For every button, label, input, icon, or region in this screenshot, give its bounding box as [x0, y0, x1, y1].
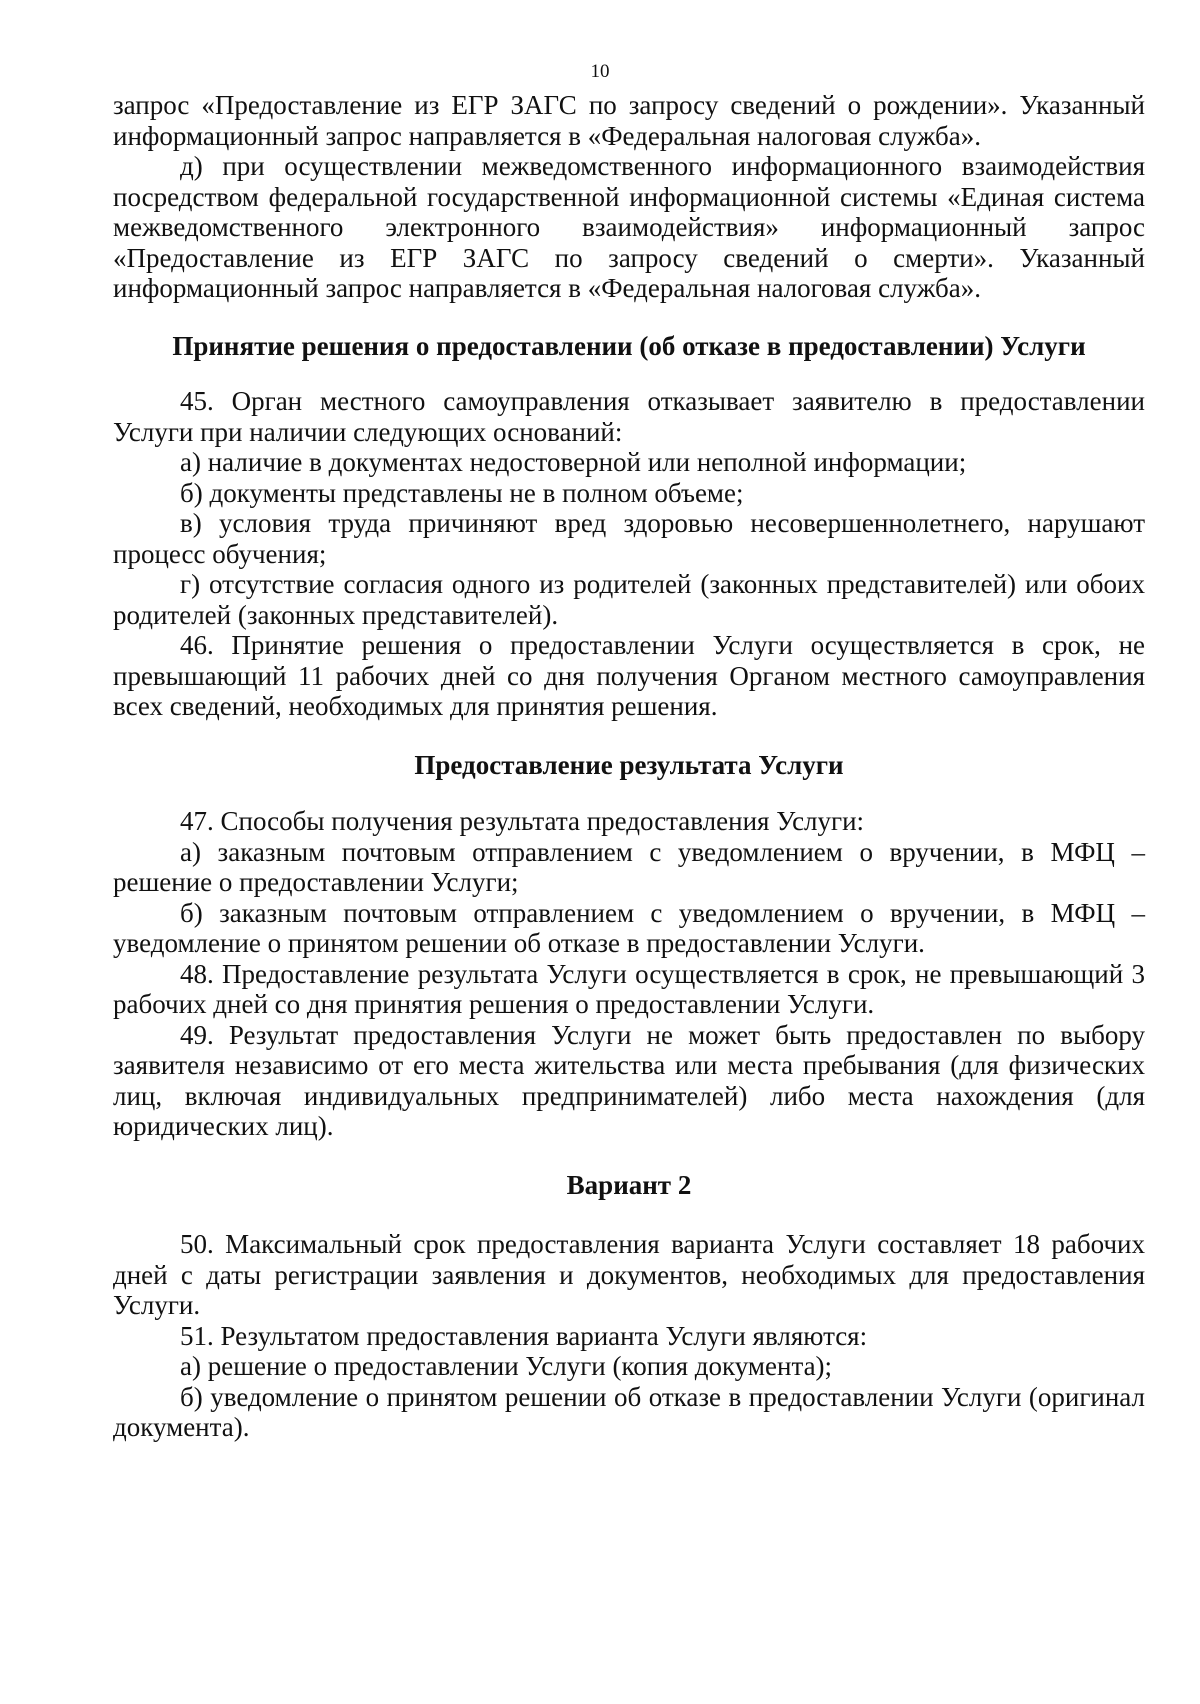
paragraph: 47. Способы получения результата предоставления Услуги: [180, 806, 865, 836]
paragraph: 50. Максимальный срок предоставления варианта Услуги составляет 18 рабочих дней с даты регистрации заявления и документов, необходимых для предоставления Услуги. [113, 1229, 1145, 1320]
list-item: а) заказным почтовым отправлением с уведомлением о вручении, в МФЦ – решение о предоставлении Услуги; [113, 836, 1145, 897]
paragraph: запрос «Предоставление из ЕГР ЗАГС по запросу сведений о рождении». Указанный информационный запрос направляется в «Федеральная налоговая служба». [113, 90, 1145, 151]
document-body [113, 90, 1145, 1443]
paragraph: 49. Результат предоставления Услуги не может быть предоставлен по выбору заявителя независимо от его места жительства или места пребывания (для физических лиц, включая индивидуальных предпринимателей) либо места нахождения (для юридических лиц). [113, 1019, 1145, 1141]
paragraph: 48. Предоставление результата Услуги осуществляется в срок, не превышающий 3 рабочих дней со дня принятия решения о предоставлении Услуги. [113, 958, 1145, 1019]
paragraph: 51. Результатом предоставления варианта Услуги являются: [180, 1320, 868, 1351]
list-item: б) документы представлены не в полном объеме; [180, 477, 744, 508]
list-item: а) наличие в документах недостоверной или неполной информации; [180, 447, 967, 477]
section-heading: Принятие решения о предоставлении (об отказе в предоставлении) Услуги [172, 330, 1086, 361]
list-item: б) заказным почтовым отправлением с уведомлением о вручении, в МФЦ – уведомление о принятом решении об отказе в предоставлении Услуги. [113, 897, 1145, 958]
list-item: в) условия труда причиняют вред здоровью несовершеннолетнего, нарушают процесс обучения; [113, 508, 1145, 569]
list-item: а) решение о предоставлении Услуги (копия документа); [180, 1351, 833, 1381]
section-heading: Предоставление результата Услуги [414, 749, 844, 780]
list-item: б) уведомление о принятом решении об отказе в предоставлении Услуги (оригинал документа). [113, 1381, 1145, 1442]
paragraph: 46. Принятие решения о предоставлении Услуги осуществляется в срок, не превышающий 11 рабочих дней со дня получения Органом местного самоуправления всех сведений, необходимых для принятия решения. [113, 630, 1145, 721]
list-item: г) отсутствие согласия одного из родителей (законных представителей) или обоих родителей (законных представителей). [113, 569, 1145, 630]
section-heading: Вариант 2 [566, 1169, 692, 1200]
paragraph: д) при осуществлении межведомственного информационного взаимодействия посредством федеральной государственной информационной системы «Единая система межведомственного электронного взаимодействия» информационный запрос «Предоставление из ЕГР ЗАГС по запросу сведений о смерти». Указанный информационный запрос направляется в «Федеральная налоговая служба». [113, 151, 1145, 303]
paragraph: 45. Орган местного самоуправления отказывает заявителю в предоставлении Услуги при наличии следующих оснований: [113, 386, 1145, 447]
page-number: 10 [590, 61, 610, 82]
